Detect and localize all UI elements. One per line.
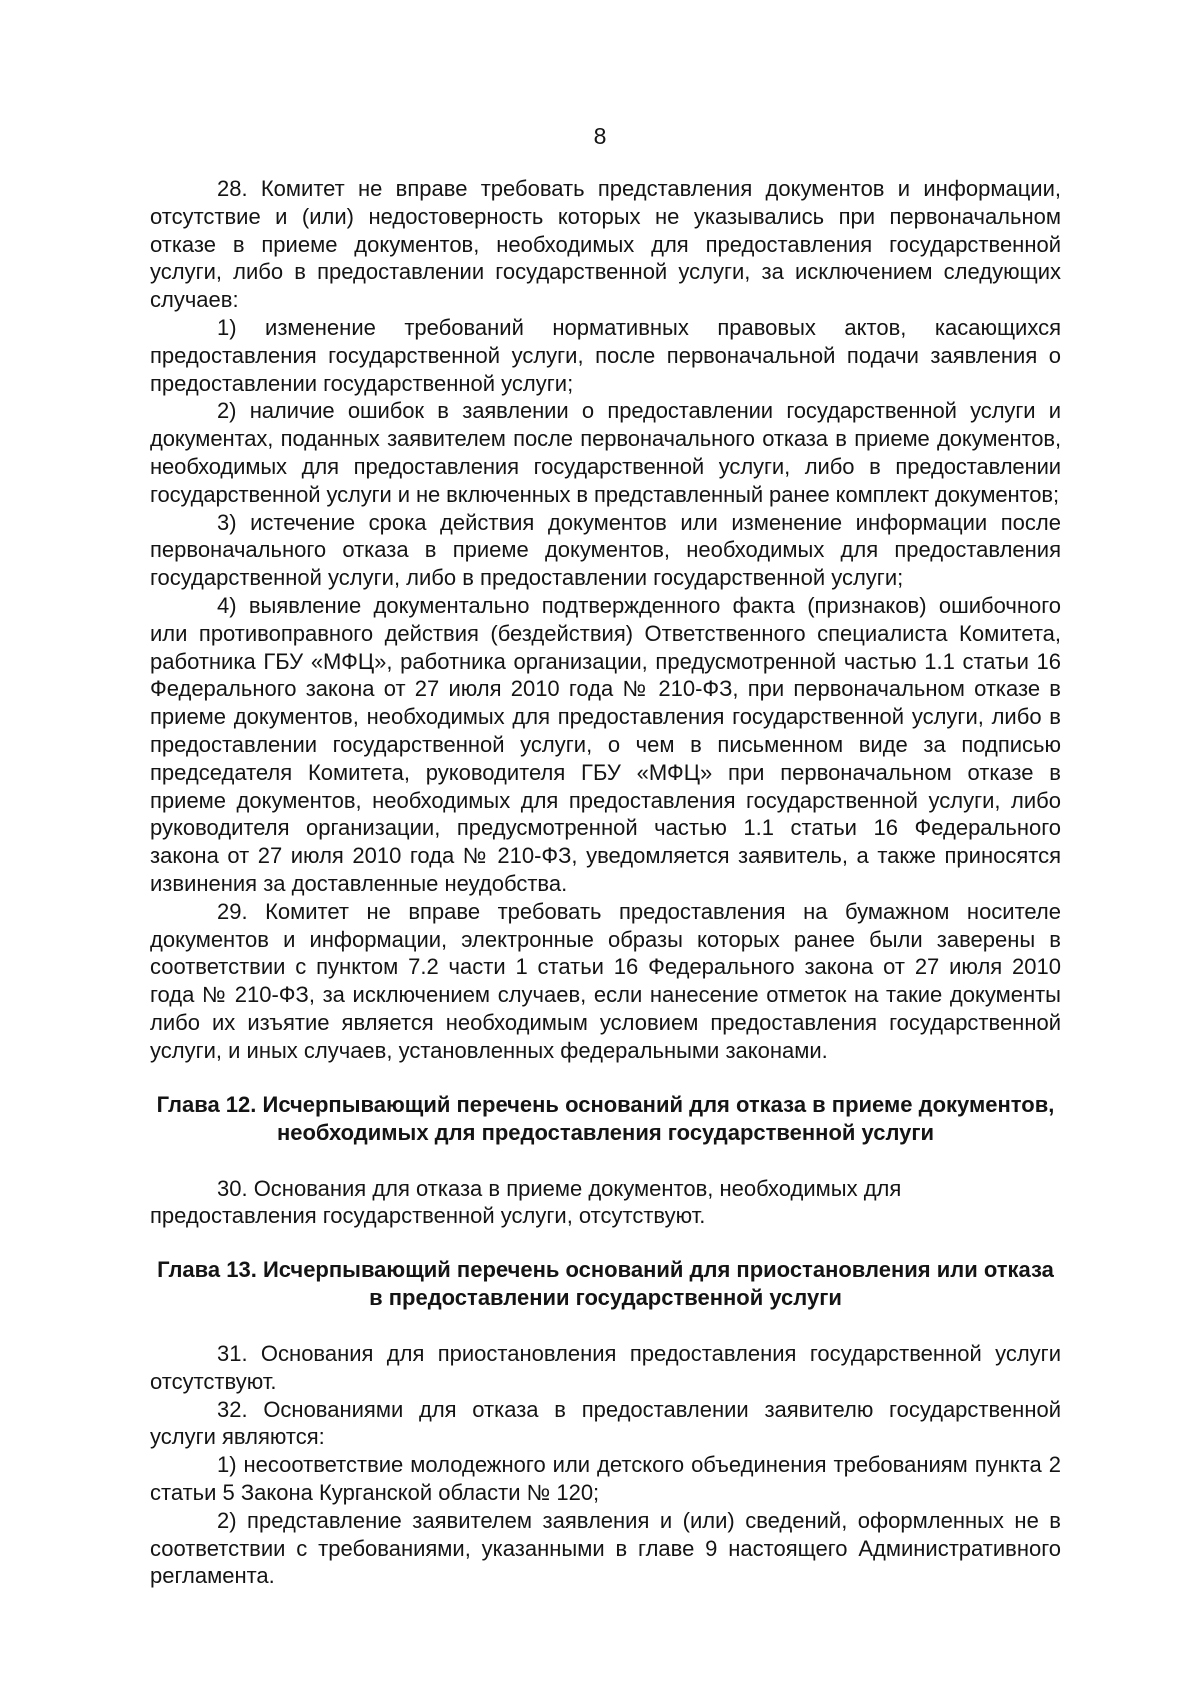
chapter-12-heading xyxy=(150,1091,1061,1147)
spacer xyxy=(150,1312,1061,1340)
spacer xyxy=(150,1230,1061,1256)
paragraph-30: 30. Основания для отказа в приеме документов, необходимых для предоставления государственной услуги, отсутствуют. xyxy=(150,1175,902,1229)
chapter-12-heading-line-1: Глава 12. Исчерпывающий перечень оснований для отказа в приеме документов, xyxy=(156,1091,1055,1117)
paragraph-32-item-1: 1) несоответствие молодежного или детского объединения требованиям пункта 2 статьи 5 Закона Курганской области № 120; xyxy=(150,1452,1061,1506)
paragraph-28-item-1: 1) изменение требований нормативных правовых актов, касающихся предоставления государственной услуги, после первоначальной подачи заявления о предоставлении государственной услуги; xyxy=(150,314,1061,396)
spacer xyxy=(150,1065,1061,1091)
chapter-12-heading-line-2: необходимых для предоставления государственной услуги xyxy=(276,1119,935,1145)
paragraph-28: 28. Комитет не вправе требовать представления документов и информации, отсутствие и (или) недостоверность которых не указывались при первоначальном отказе в приеме документов, необходимых для предоставления государственной услуги, либо в предоставлении государственной услуги, за исключением следующих случаев: xyxy=(150,176,1061,313)
paragraph-29: 29. Комитет не вправе требовать предоставления на бумажном носителе документов и информации, электронные образы которых ранее были заверены в соответствии с пунктом 7.2 части 1 статьи 16 Федерального закона от 27 июля 2010 года № 210-ФЗ, за исключением случаев, если нанесение отметок на такие документы либо их изъятие является необходимым условием предоставления государственной услуги, и иных случаев, установленных федеральными законами. xyxy=(150,898,1061,1063)
paragraph-28-item-3: 3) истечение срока действия документов или изменение информации после первоначального отказа в приеме документов, необходимых для предоставления государственной услуги, либо в предоставлении государственной услуги; xyxy=(150,509,1061,591)
chapter-13-heading-line-1: Глава 13. Исчерпывающий перечень оснований для приостановления или отказа xyxy=(157,1257,1054,1283)
paragraph-32: 32. Основаниями для отказа в предоставлении заявителю государственной услуги являются: xyxy=(150,1396,1061,1450)
chapter-13-heading-line-2: в предоставлении государственной услуги xyxy=(369,1285,842,1311)
paragraph-28-item-2: 2) наличие ошибок в заявлении о предоставлении государственной услуги и документах, поданных заявителем после первоначального отказа в приеме документов, необходимых для предоставления государственной услуги, либо в предоставлении государственной услуги и не включенных в представленный ранее комплект документов; xyxy=(150,398,1061,507)
page-number: 8 xyxy=(593,123,607,149)
chapter-13-heading xyxy=(150,1256,1061,1312)
paragraph-28-item-4: 4) выявление документально подтвержденного факта (признаков) ошибочного или противоправного действия (бездействия) Ответственного специалиста Комитета, работника ГБУ «МФЦ», работника организации, предусмотренной частью 1.1 статьи 16 Федерального закона от 27 июля 2010 года № 210-ФЗ, при первоначальном отказе в приеме документов, необходимых для предоставления государственной услуги, либо в предоставлении государственной услуги, о чем в письменном виде за подписью председателя Комитета, руководителя ГБУ «МФЦ» при первоначальном отказе в приеме документов, необходимых для предоставления государственной услуги, либо руководителя организации, предусмотренной частью 1.1 статьи 16 Федерального закона от 27 июля 2010 года № 210-ФЗ, уведомляется заявитель, а также приносятся извинения за доставленные неудобства. xyxy=(150,592,1061,896)
paragraph-32-item-2: 2) представление заявителем заявления и (или) сведений, оформленных не в соответствии с требованиями, указанными в главе 9 настоящего Административного регламента. xyxy=(150,1507,1061,1589)
spacer xyxy=(150,1147,1061,1175)
document-body xyxy=(150,175,1061,1590)
paragraph-31: 31. Основания для приостановления предоставления государственной услуги отсутствуют. xyxy=(150,1341,1061,1394)
